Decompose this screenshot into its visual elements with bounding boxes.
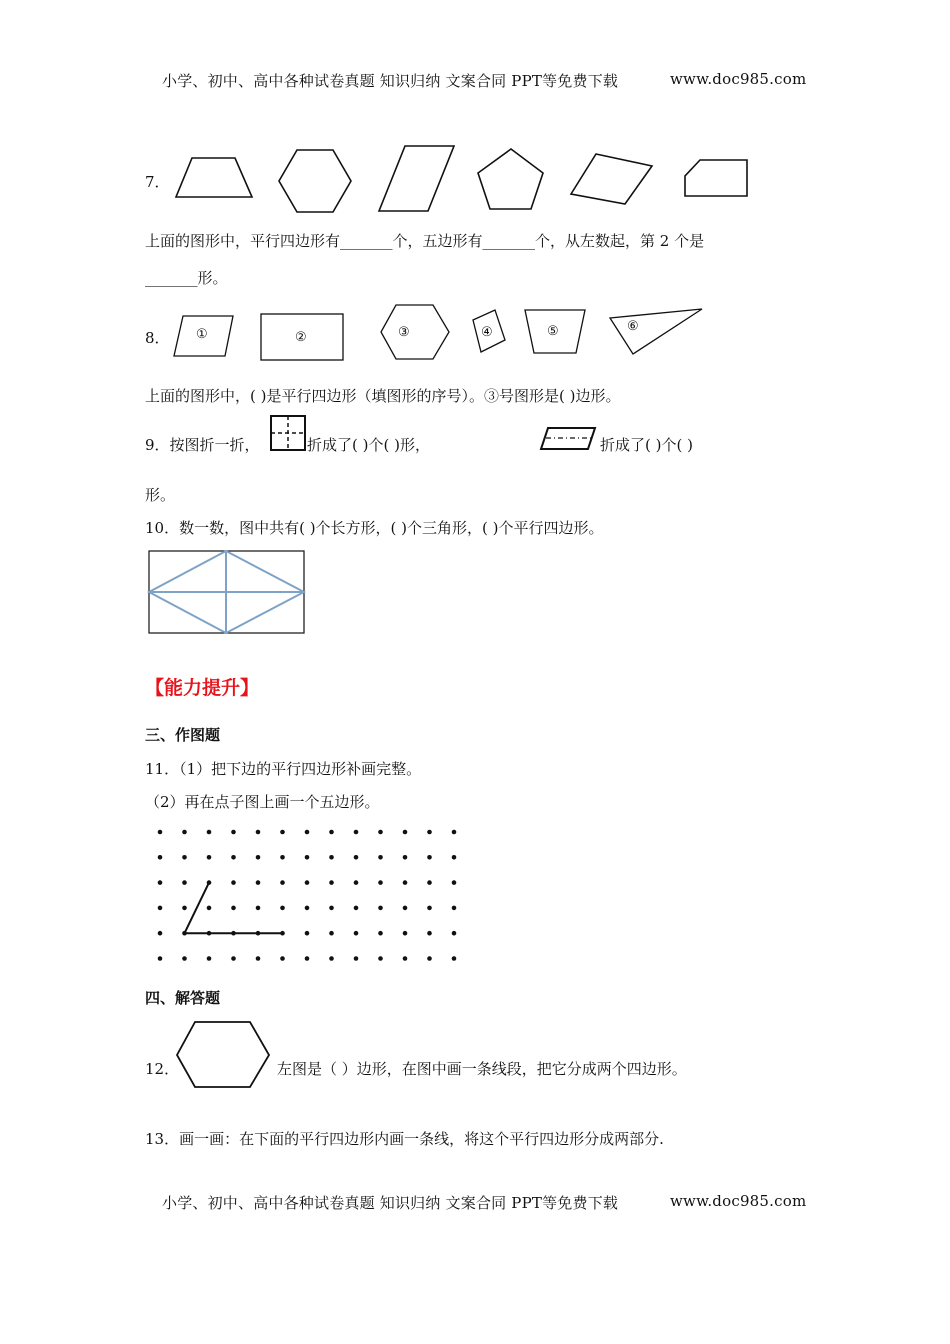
grid-dot — [452, 880, 457, 885]
grid-dot — [231, 956, 236, 961]
grid-dot — [354, 855, 359, 860]
q9-part2: 折成了( )个( )形， — [307, 436, 430, 454]
q8-shapes — [0, 0, 950, 380]
grid-dot — [378, 830, 383, 835]
grid-dot — [158, 880, 163, 885]
grid-dot — [231, 880, 236, 885]
grid-dot — [329, 880, 334, 885]
q8-number: 8． — [145, 329, 170, 347]
grid-dot — [354, 880, 359, 885]
grid-dot — [256, 956, 261, 961]
grid-dot — [354, 906, 359, 911]
grid-dot — [207, 855, 212, 860]
grid-dot — [256, 906, 261, 911]
grid-dot — [378, 855, 383, 860]
grid-dot — [158, 855, 163, 860]
grid-dot — [207, 956, 212, 961]
grid-dot — [378, 931, 383, 936]
shape-5-label: ⑤ — [547, 324, 559, 339]
grid-dot — [305, 906, 310, 911]
grid-dot — [182, 880, 187, 885]
grid-dot — [403, 880, 408, 885]
shape-1-label: ① — [196, 327, 208, 342]
grid-dot — [158, 906, 163, 911]
grid-dot — [403, 931, 408, 936]
grid-dot — [427, 956, 432, 961]
grid-dot — [354, 931, 359, 936]
grid-dot — [256, 880, 261, 885]
page-header-left: 小学、初中、高中各种试卷真题 知识归纳 文案合同 PPT等免费下载 — [162, 72, 619, 90]
grid-dot — [329, 931, 334, 936]
q12-text: 左图是（ ）边形，在图中画一条线段，把它分成两个四边形。 — [277, 1060, 687, 1078]
grid-dot — [452, 855, 457, 860]
q7-line2: _______形。 — [145, 269, 228, 287]
grid-dot — [231, 855, 236, 860]
grid-dot — [354, 956, 359, 961]
page-header-right: www.doc985.com — [670, 70, 807, 88]
grid-dot — [354, 830, 359, 835]
grid-dot — [305, 830, 310, 835]
shape-4-label: ④ — [481, 325, 493, 340]
grid-dot — [231, 830, 236, 835]
grid-dot — [158, 931, 163, 936]
grid-dot — [452, 830, 457, 835]
page-footer-left: 小学、初中、高中各种试卷真题 知识归纳 文案合同 PPT等免费下载 — [162, 1194, 619, 1212]
grid-dot — [305, 855, 310, 860]
grid-dot — [452, 906, 457, 911]
grid-dot — [329, 855, 334, 860]
grid-dot — [403, 830, 408, 835]
grid-dot — [427, 830, 432, 835]
section-ability-title: 【能力提升】 — [145, 677, 260, 699]
section-4-title: 四、解答题 — [145, 989, 221, 1007]
q9-part4: 形。 — [145, 486, 176, 504]
grid-dot — [452, 931, 457, 936]
shape-6-label: ⑥ — [627, 319, 639, 334]
grid-dot — [378, 956, 383, 961]
grid-dot — [182, 830, 187, 835]
grid-dot — [182, 855, 187, 860]
grid-dot — [256, 855, 261, 860]
shape-3-hexagon — [381, 305, 449, 359]
grid-dot — [158, 830, 163, 835]
grid-dot — [158, 956, 163, 961]
grid-dot — [427, 906, 432, 911]
q11-line2: （2）再在点子图上画一个五边形。 — [145, 793, 380, 811]
q7-number: 7． — [145, 173, 170, 191]
section-3-title: 三、作图题 — [145, 726, 221, 744]
grid-dot — [378, 880, 383, 885]
grid-dot — [329, 956, 334, 961]
q10-text: 10．数一数，图中共有( )个长方形，( )个三角形，( )个平行四边形。 — [145, 519, 604, 537]
page-footer-right: www.doc985.com — [670, 1192, 807, 1210]
q8-line: 上面的图形中，( )是平行四边形（填图形的序号）。③号图形是( )边形。 — [145, 387, 621, 405]
grid-dot — [305, 880, 310, 885]
q7-line1: 上面的图形中，平行四边形有_______个，五边形有_______个，从左数起，第 2 个是 — [145, 232, 705, 250]
grid-dot — [427, 855, 432, 860]
grid-dot — [231, 906, 236, 911]
q12-hexagon — [175, 1020, 275, 1090]
grid-dot — [280, 830, 285, 835]
grid-dot — [280, 880, 285, 885]
grid-dot — [427, 931, 432, 936]
q9-part3: 折成了( )个( ) — [600, 436, 693, 454]
grid-dot — [305, 931, 310, 936]
q10-figure — [148, 550, 318, 640]
grid-dot — [452, 956, 457, 961]
grid-dot — [207, 906, 212, 911]
grid-dot — [256, 830, 261, 835]
grid-dot — [182, 906, 187, 911]
grid-dot — [403, 906, 408, 911]
grid-dot — [329, 906, 334, 911]
folding-square-icon — [270, 415, 310, 455]
grid-dot — [182, 956, 187, 961]
dot-grid — [150, 820, 490, 970]
grid-dot — [403, 855, 408, 860]
grid-dot — [378, 906, 383, 911]
q11-line1: 11．（1）把下边的平行四边形补画完整。 — [145, 760, 422, 778]
folding-parallelogram-icon — [540, 427, 600, 457]
q12-number: 12． — [145, 1060, 180, 1078]
shape-6-triangle — [610, 309, 702, 354]
shape-3-label: ③ — [398, 325, 410, 340]
grid-dot — [329, 830, 334, 835]
shape-2-label: ② — [295, 330, 307, 345]
q13-text: 13．画一画：在下面的平行四边形内画一条线，将这个平行四边形分成两部分. — [145, 1130, 664, 1148]
q9-part1: 9．按图折一折， — [145, 436, 260, 454]
grid-dot — [403, 956, 408, 961]
grid-dot — [280, 855, 285, 860]
grid-dot — [280, 906, 285, 911]
grid-dot — [305, 956, 310, 961]
grid-dot — [427, 880, 432, 885]
grid-dot — [280, 956, 285, 961]
grid-dot — [207, 830, 212, 835]
